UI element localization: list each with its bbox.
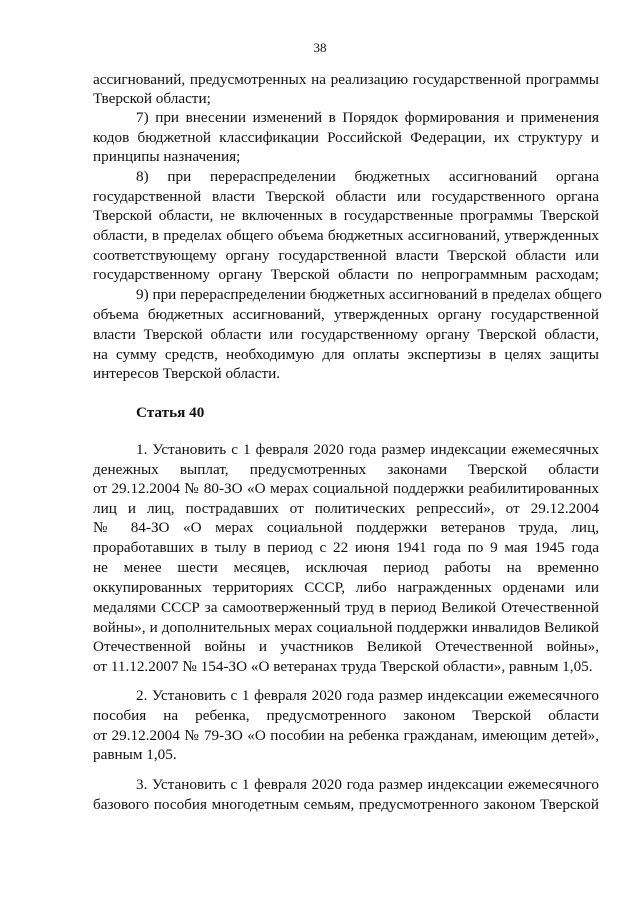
text-line: Тверской области; xyxy=(93,90,211,107)
text-line: пособия на ребенка, предусмотренного законом Тверской области xyxy=(93,707,599,724)
text-line: оккупированных территориях СССР, либо награжденных орденами или xyxy=(93,579,599,596)
text-line: не менее шести месяцев, исключая период работы на временно xyxy=(93,559,599,576)
text-line: от 29.12.2004 № 79-ЗО «О пособии на ребенка гражданам, имеющим детей», xyxy=(93,727,599,744)
text-line: 7) при внесении изменений в Порядок формирования и применения xyxy=(136,109,599,126)
text-line: власти Тверской области или государственному органу Тверской области, xyxy=(93,326,599,343)
text-line: денежных выплат, предусмотренных законами Тверской области xyxy=(93,461,599,478)
text-line: на сумму средств, необходимую для оплаты экспертизы в целях защиты xyxy=(93,346,599,363)
text-line: государственной власти Тверской области или государственного органа xyxy=(93,188,599,205)
text-line: базового пособия многодетным семьям, предусмотренного законом Тверской xyxy=(93,796,599,813)
text-line: № 84-ЗО «О мерах социальной поддержки ветеранов труда, лиц, xyxy=(93,519,599,536)
text-line: равным 1,05. xyxy=(93,746,177,763)
text-line: 8) при перераспределении бюджетных ассигнований органа xyxy=(136,168,599,185)
text-line: проработавших в тылу в период с 22 июня 1941 года по 9 мая 1945 года xyxy=(93,539,599,556)
text-line: 2. Установить с 1 февраля 2020 года размер индексации ежемесячного xyxy=(136,687,599,704)
text-line: от 29.12.2004 № 80-ЗО «О мерах социальной поддержки реабилитированных xyxy=(93,480,599,497)
text-line: Тверской области, не включенных в государственные программы Тверской xyxy=(93,207,599,224)
text-line: государственному органу Тверской области по непрограммным расходам; xyxy=(93,266,599,283)
text-line: объема бюджетных ассигнований, утвержденных органу государственной xyxy=(93,306,599,323)
text-line: войны», и дополнительных мерах социальной поддержки инвалидов Великой xyxy=(93,619,599,636)
text-line: медалями СССР за самоотверженный труд в период Великой Отечественной xyxy=(93,599,599,616)
text-line: ассигнований, предусмотренных на реализацию государственной программы xyxy=(93,71,599,88)
text-line: кодов бюджетной классификации Российской Федерации, их структуру и xyxy=(93,129,599,146)
page-number: 38 xyxy=(313,40,327,55)
text-line: лиц и лиц, пострадавших от политических репрессий», от 29.12.2004 xyxy=(93,500,599,517)
text-line: 9) при перераспределении бюджетных ассигнований в пределах общего xyxy=(136,286,602,303)
text-line: области, в пределах общего объема бюджетных ассигнований, утвержденных xyxy=(93,227,599,244)
text-line: принципы назначения; xyxy=(93,148,241,165)
text-line: 1. Установить с 1 февраля 2020 года размер индексации ежемесячных xyxy=(136,441,599,458)
text-line: от 11.12.2007 № 154-ЗО «О ветеранах труда Тверской области», равным 1,05. xyxy=(93,658,593,675)
text-line: интересов Тверской области. xyxy=(93,365,281,382)
article-heading: Статья 40 xyxy=(136,404,205,421)
text-line: соответствующему органу государственной власти Тверской области или xyxy=(93,247,599,264)
text-line: 3. Установить с 1 февраля 2020 года размер индексации ежемесячного xyxy=(136,776,599,793)
text-line: Отечественной войны и участников Великой Отечественной войны», xyxy=(93,638,599,655)
